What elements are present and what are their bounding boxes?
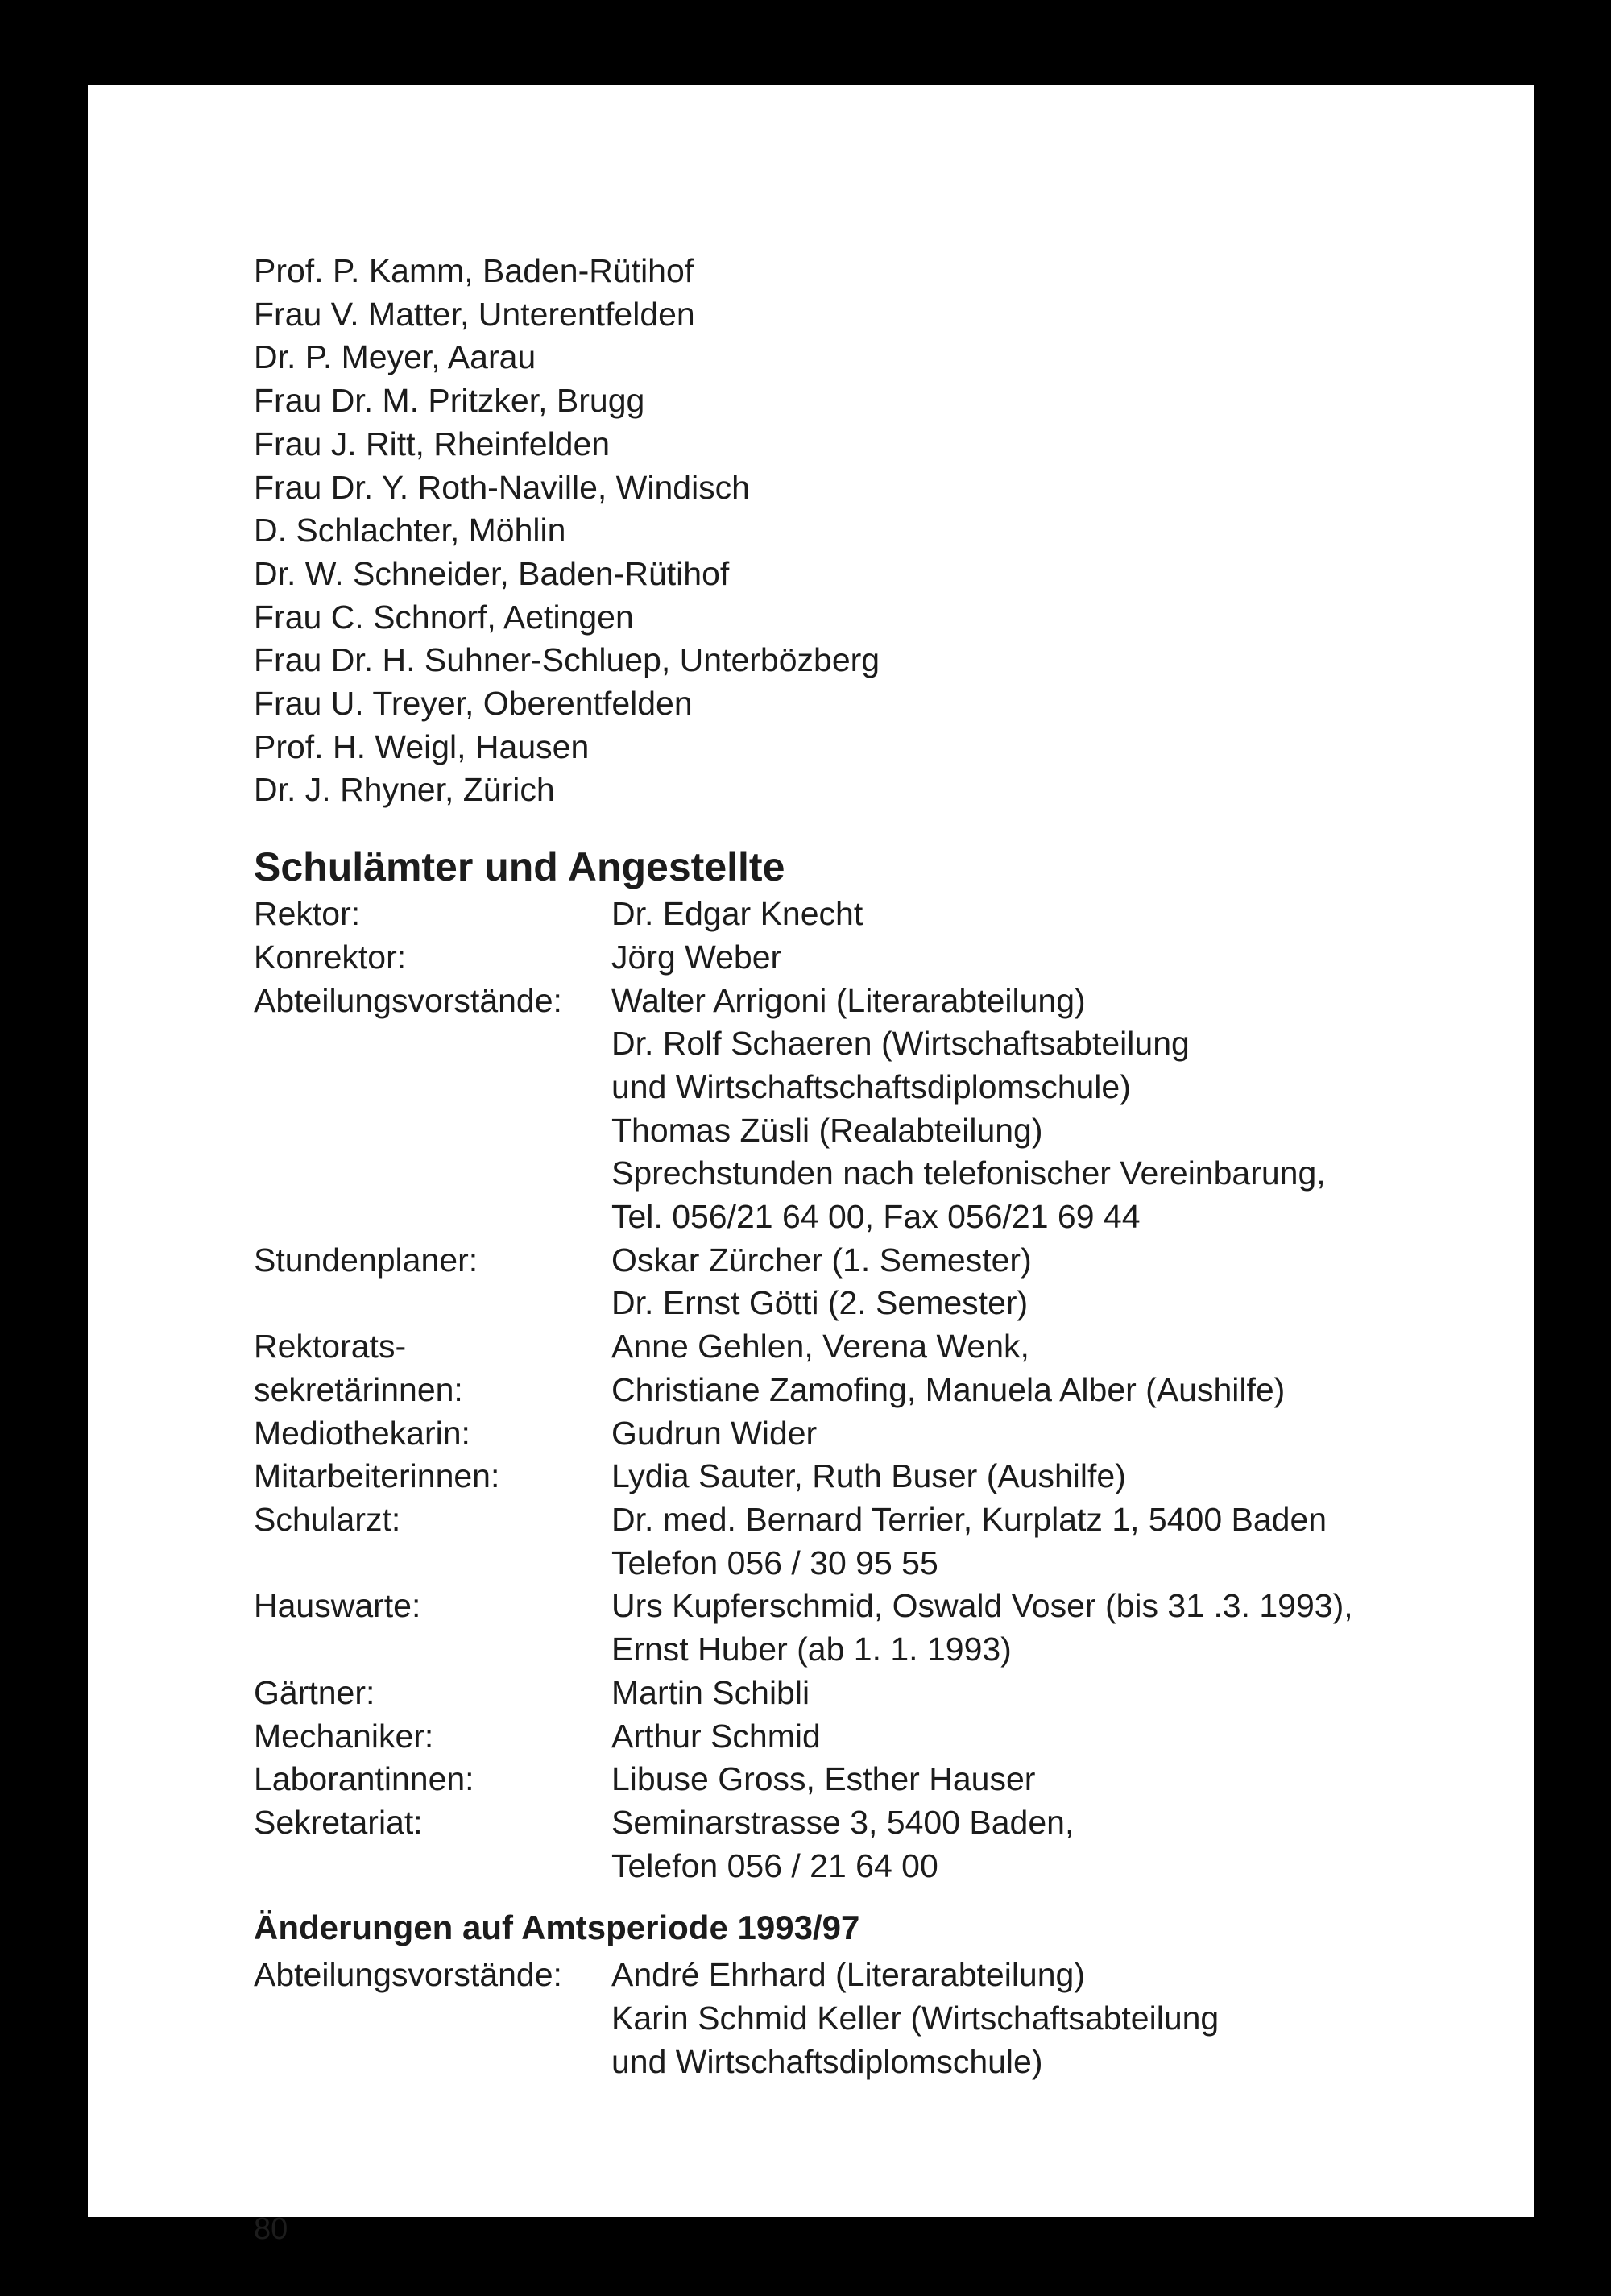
member-list: [254, 250, 1510, 812]
staff-row-rektor: [254, 893, 1510, 936]
role-label: Schularzt:: [254, 1500, 401, 1538]
role-entries: [611, 1455, 1510, 1498]
entry-line: und Wirtschaftschaftsdiplomschule): [611, 1067, 1131, 1105]
entry-line: Lydia Sauter, Ruth Buser (Aushilfe): [611, 1457, 1126, 1495]
role-label: Rektor:: [254, 895, 361, 933]
role-label: Laborantinnen:: [254, 1760, 474, 1798]
entry-line: André Ehrhard (Literarabteilung): [611, 1956, 1085, 1994]
entry-line: Walter Arrigoni (Literarabteilung): [611, 981, 1086, 1019]
role-label: Gärtner:: [254, 1673, 375, 1711]
member-item: Frau C. Schnorf, Aetingen: [254, 598, 634, 636]
entry-line: Thomas Züsli (Realabteilung): [611, 1111, 1043, 1149]
role-entries: [611, 1715, 1510, 1759]
member-item: Frau Dr. H. Suhner-Schluep, Unterbözberg: [254, 641, 880, 679]
staff-row-laborantinnen: [254, 1758, 1510, 1801]
changes-row-abteilungsvorstaende: [254, 1954, 1510, 2083]
entry-line: Dr. Rolf Schaeren (Wirtschaftsabteilung: [611, 1025, 1190, 1063]
entry-line: Telefon 056 / 21 64 00: [611, 1846, 938, 1884]
role-entries: [611, 1585, 1510, 1671]
entry-line: Dr. med. Bernard Terrier, Kurplatz 1, 5400 Baden: [611, 1500, 1327, 1538]
entry-line: Christiane Zamofing, Manuela Alber (Aushilfe): [611, 1370, 1286, 1408]
entry-line: Oskar Zürcher (1. Semester): [611, 1241, 1032, 1279]
role-entries: [611, 893, 1510, 936]
document-page: [88, 85, 1534, 2246]
member-item: Frau V. Matter, Unterentfelden: [254, 295, 695, 333]
role-label: Stundenplaner:: [254, 1241, 478, 1279]
staff-row-mediothekarin: [254, 1412, 1510, 1456]
role-label: Abteilungsvorstände:: [254, 981, 562, 1019]
role-entries: [611, 1801, 1510, 1888]
member-item: Prof. H. Weigl, Hausen: [254, 727, 590, 765]
entry-line: Dr. Edgar Knecht: [611, 895, 863, 933]
role-entries: [611, 1758, 1510, 1801]
entry-line: Urs Kupferschmid, Oswald Voser (bis 31 .3. 1993),: [611, 1587, 1353, 1625]
entry-line: Jörg Weber: [611, 938, 782, 976]
entry-line: Tel. 056/21 64 00, Fax 056/21 69 44: [611, 1198, 1141, 1236]
role-label: Rektorats- sekretärinnen:: [254, 1328, 463, 1408]
entry-line: und Wirtschaftsdiplomschule): [611, 2042, 1043, 2080]
member-item: Dr. W. Schneider, Baden-Rütihof: [254, 554, 730, 592]
entry-line: Arthur Schmid: [611, 1717, 821, 1755]
staff-table: [254, 893, 1510, 1888]
entry-line: Karin Schmid Keller (Wirtschaftsabteilung: [611, 2000, 1220, 2037]
role-entries: [611, 1412, 1510, 1456]
role-label: Abteilungsvorstände:: [254, 1956, 562, 1994]
staff-row-gaertner: [254, 1672, 1510, 1715]
role-entries: [611, 980, 1510, 1239]
member-item: Frau U. Treyer, Oberentfelden: [254, 685, 693, 723]
entry-line: Gudrun Wider: [611, 1414, 818, 1452]
role-entries: [611, 1672, 1510, 1715]
staff-row-mitarbeiterinnen: [254, 1455, 1510, 1498]
entry-line: Dr. Ernst Götti (2. Semester): [611, 1284, 1029, 1322]
staff-row-abteilungsvorstaende: [254, 980, 1510, 1239]
staff-row-sekretariat: [254, 1801, 1510, 1888]
changes-section-heading: Änderungen auf Amtsperiode 1993/97: [254, 1908, 860, 1947]
entry-line: Ernst Huber (ab 1. 1. 1993): [611, 1631, 1012, 1668]
role-entries: [611, 1325, 1510, 1411]
staff-row-mechaniker: [254, 1715, 1510, 1759]
member-item: Frau Dr. Y. Roth-Naville, Windisch: [254, 468, 750, 506]
page-content: [254, 250, 1510, 2083]
staff-row-schularzt: [254, 1498, 1510, 1585]
member-item: D. Schlachter, Möhlin: [254, 512, 566, 549]
role-label: Mitarbeiterinnen:: [254, 1457, 500, 1495]
changes-table: [254, 1954, 1510, 2083]
page-number: 80: [254, 2212, 288, 2246]
role-entries: [611, 936, 1510, 980]
role-label: Mediothekarin:: [254, 1414, 470, 1452]
staff-section-heading: Schulämter und Angestellte: [254, 844, 785, 890]
member-item: Frau Dr. M. Pritzker, Brugg: [254, 382, 645, 420]
staff-row-rektoratssekretaerinnen: [254, 1325, 1510, 1411]
entry-line: Martin Schibli: [611, 1673, 810, 1711]
role-entries: [611, 1239, 1510, 1325]
entry-line: Sprechstunden nach telefonischer Vereinbarung,: [611, 1154, 1326, 1192]
member-item: Dr. P. Meyer, Aarau: [254, 338, 536, 376]
role-entries: [611, 1954, 1510, 2083]
entry-line: Anne Gehlen, Verena Wenk,: [611, 1328, 1029, 1366]
staff-row-stundenplaner: [254, 1239, 1510, 1325]
staff-row-konrektor: [254, 936, 1510, 980]
entry-line: Seminarstrasse 3, 5400 Baden,: [611, 1803, 1075, 1841]
member-item: Dr. J. Rhyner, Zürich: [254, 771, 555, 809]
role-entries: [611, 1498, 1510, 1585]
role-label: Sekretariat:: [254, 1803, 423, 1841]
role-label: Konrektor:: [254, 938, 407, 976]
entry-line: Telefon 056 / 30 95 55: [611, 1544, 938, 1581]
entry-line: Libuse Gross, Esther Hauser: [611, 1760, 1036, 1798]
role-label: Hauswarte:: [254, 1587, 421, 1625]
staff-row-hauswarte: [254, 1585, 1510, 1671]
member-item: Frau J. Ritt, Rheinfelden: [254, 425, 611, 462]
role-label: Mechaniker:: [254, 1717, 434, 1755]
member-item: Prof. P. Kamm, Baden-Rütihof: [254, 252, 694, 289]
